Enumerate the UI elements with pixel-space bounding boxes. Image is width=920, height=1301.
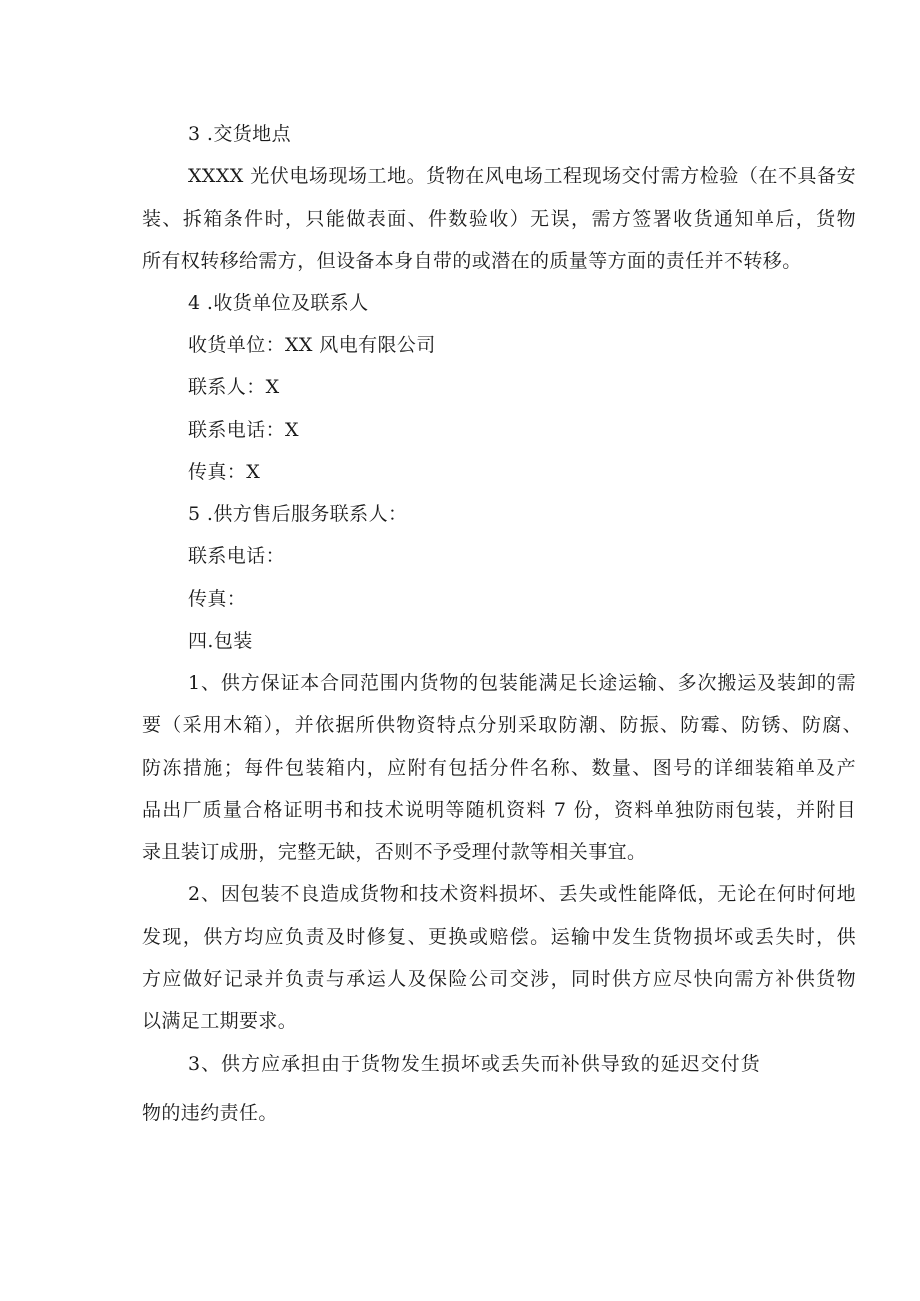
section-5-heading: 5 .供方售后服务联系人：: [188, 503, 408, 525]
supplier-fax: 传真：: [188, 588, 247, 610]
packaging-p1-line-5: 录且装订成册，完整无缺，否则不予受理付款等相关事宜。: [142, 841, 647, 863]
packaging-p1-line-2: 要（采用木箱），并依据所供物资特点分别采取防潮、防振、防霉、防锈、防腐、: [142, 714, 862, 736]
section-3-heading: 3 .交货地点: [188, 123, 291, 145]
packaging-p3-line-1: 3、供方应承担由于货物发生损坏或丢失而补供导致的延迟交付货: [188, 1053, 760, 1075]
supplier-phone: 联系电话：: [188, 545, 286, 567]
section-3-line-2: 装、拆箱条件时，只能做表面、件数验收）无误，需方签署收货通知单后，货物: [142, 208, 856, 230]
packaging-p1-line-4: 品出厂质量合格证明书和技术说明等随机资料 7 份，资料单独防雨包装，并附目: [142, 799, 856, 821]
receiver-fax: 传真：X: [188, 461, 261, 483]
packaging-p1-line-1: 1、供方保证本合同范围内货物的包装能满足长途运输、多次搬运及装卸的需: [188, 672, 856, 694]
packaging-p2-line-1: 2、因包装不良造成货物和技术资料损坏、丢失或性能降低，无论在何时何地: [188, 883, 856, 905]
receiver-contact: 联系人：X: [188, 376, 280, 398]
packaging-p2-line-4: 以满足工期要求。: [142, 1010, 298, 1032]
section-4-heading: 4 .收货单位及联系人: [188, 292, 369, 314]
packaging-p1-line-3: 防冻措施；每件包装箱内，应附有包括分件名称、数量、图号的详细装箱单及产: [142, 757, 856, 779]
receiver-unit: 收货单位：XX 风电有限公司: [188, 334, 436, 356]
packaging-p2-line-3: 方应做好记录并负责与承运人及保险公司交涉，同时供方应尽快向需方补供货物: [142, 968, 856, 990]
packaging-heading: 四.包装: [188, 630, 253, 652]
section-3-line-3: 所有权转移给需方，但设备本身自带的或潜在的质量等方面的责任并不转移。: [142, 250, 802, 272]
receiver-phone: 联系电话：X: [188, 419, 299, 441]
packaging-p2-line-2: 发现，供方均应负责及时修复、更换或赔偿。运输中发生货物损坏或丢失时，供: [142, 926, 856, 948]
packaging-p3-line-2: 物的违约责任。: [142, 1102, 278, 1124]
section-3-line-1: XXXX 光伏电场现场工地。货物在风电场工程现场交付需方检验（在不具备安: [188, 165, 856, 187]
